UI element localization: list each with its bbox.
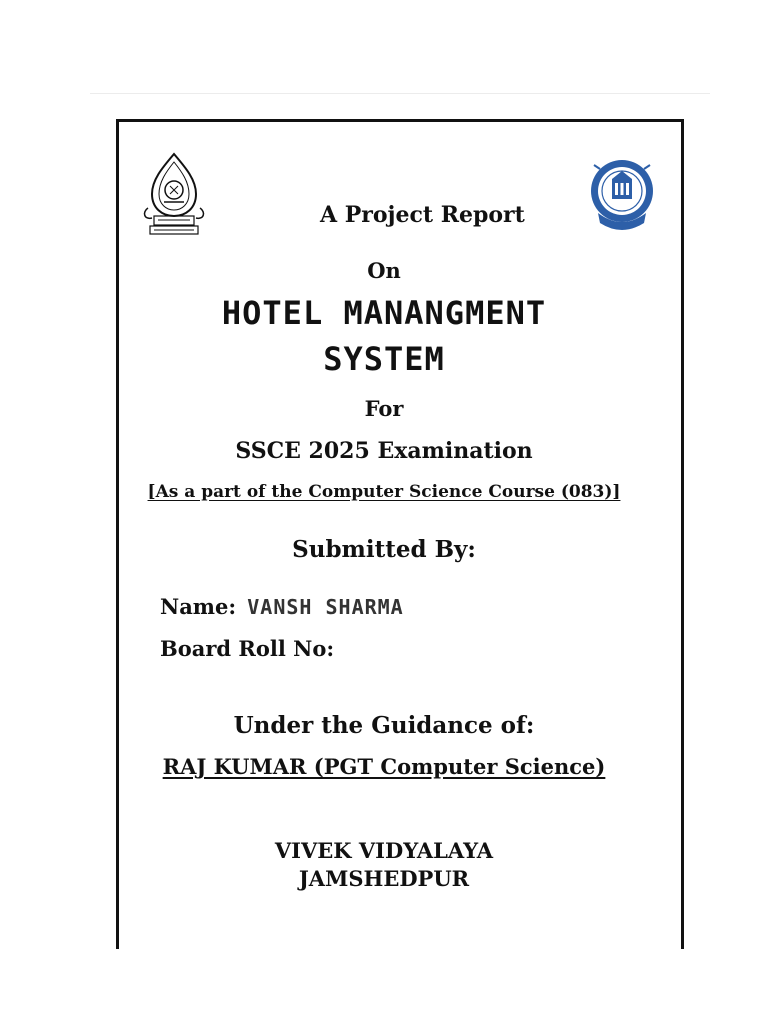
guide-name: RAJ KUMAR (PGT Computer Science) [162, 754, 606, 779]
school-name: VIVEK VIDYALAYA [274, 838, 494, 863]
name-label: Name: [160, 594, 237, 619]
board-roll-label: Board Roll No: [160, 636, 335, 661]
report-type-heading: A Project Report [320, 202, 525, 228]
school-city: JAMSHEDPUR [298, 866, 470, 891]
student-name: VANSH SHARMA [247, 595, 404, 619]
project-title-line1: HOTEL MANANGMENT [221, 294, 547, 332]
course-note: [As a part of the Computer Science Course (083)] [147, 482, 621, 502]
on-label: On [367, 258, 401, 283]
exam-line: SSCE 2025 Examination [235, 438, 533, 464]
project-title-line2: SYSTEM [323, 340, 445, 378]
document-border-frame [116, 119, 684, 949]
page-top-divider [90, 93, 710, 94]
submitted-by-heading: Submitted By: [292, 536, 476, 563]
cbse-seal-icon [586, 157, 658, 233]
guidance-heading: Under the Guidance of: [233, 712, 535, 739]
school-emblem-icon [140, 150, 208, 238]
name-row [160, 594, 404, 619]
for-label: For [364, 396, 404, 421]
